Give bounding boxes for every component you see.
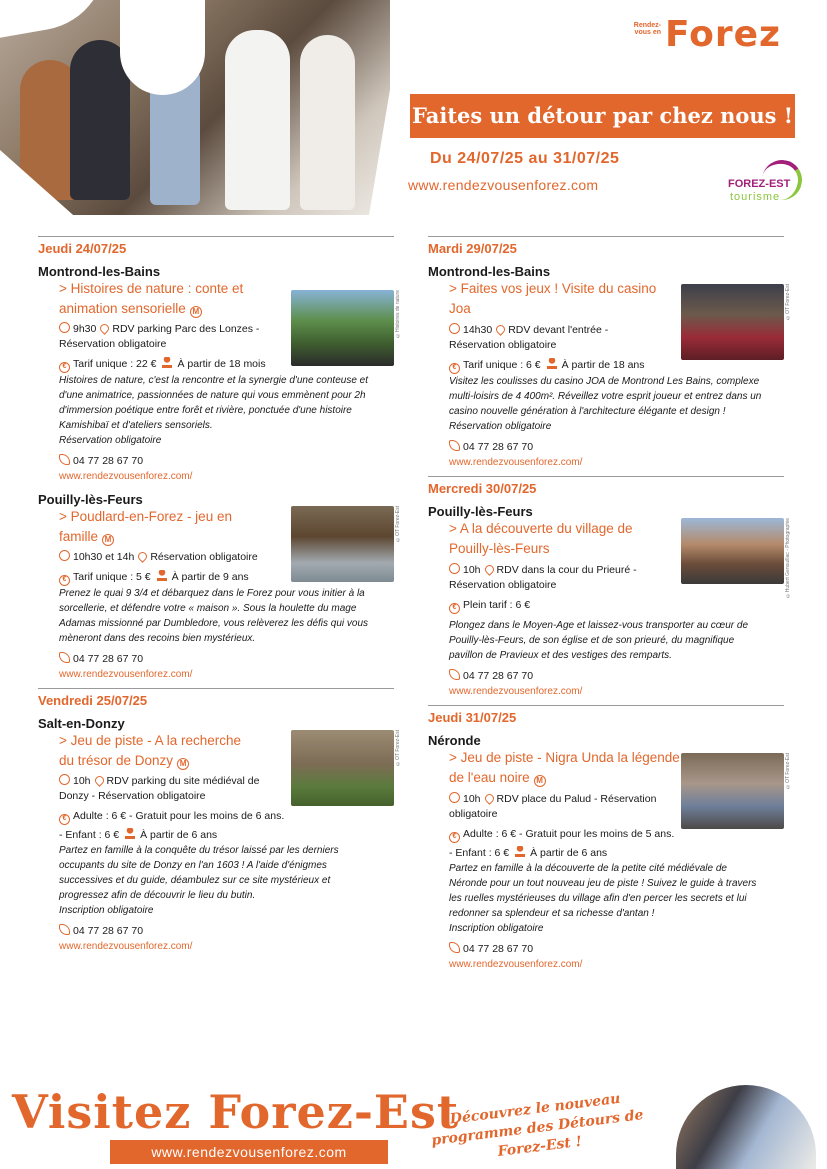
child-icon [157, 570, 167, 581]
left-column [38, 236, 401, 954]
location-pin-icon [483, 563, 496, 576]
event-link[interactable]: www.rendezvousenforez.com/ [449, 457, 583, 468]
date-range: Du 24/07/25 au 31/07/25 [430, 150, 620, 167]
event-link[interactable]: www.rendezvousenforez.com/ [59, 941, 193, 952]
event-block: Pouilly-lès-Feurs > Poudlard-en-Forez - jeu en famille M 10h30 et 14h Réservation obligatoire € Tarif unique : 5 € À partir de 9 ans Prenez le quai 9 3/4 et débarquez dans le Forez pour vous initier à la sorcellerie, et défendre votre « maison ». Sous la houlette du mage Adamas missionné par Dumbledore, vous relèverez les défis qui vous mèneront dans des recoins bien mystérieux. 04 77 28 67 70 www.rendezvousenforez.com/ ©OT Forez-Est [38, 492, 401, 680]
phone-icon [449, 669, 460, 680]
event-title[interactable]: > Histoires de nature : conte et animation sensorielle M [59, 281, 244, 316]
right-column [428, 236, 791, 972]
event-photo-casino [681, 284, 784, 360]
event-block: Montrond-les-Bains > Histoires de nature : conte et animation sensorielle M 9h30 RDV parking Parc des Lonzes - Réservation obligatoire € Tarif unique : 22 € À partir de 18 mois Histoires de nature, c'est la rencontre et la synergie d'une conteuse et d'une animatrice, passionnées de nature qui vous emmènent pour 2h d'immersion poétique entre forêt et rivière, ponctuée d'une histoire Kamishibaï et d'ateliers sensoriels. Réservation obligatoire 04 77 28 67 70 www.rendezvousenforez.com/ ©Histoires de nature [38, 264, 401, 482]
euro-icon: € [59, 814, 70, 825]
event-description: Plongez dans le Moyen-Age et laissez-vous transporter au cœur de Pouilly-lès-Feurs, de son église et de son prieuré, du magnifique pavillon de Pravieux et des vestiges des remparts. [449, 620, 749, 661]
location-pin-icon [93, 774, 106, 787]
clock-icon [449, 323, 460, 334]
child-icon [162, 357, 172, 368]
phone-icon [449, 942, 460, 953]
event-title[interactable]: > Faites vos jeux ! Visite du casino Joa [449, 281, 657, 316]
disability-icon: M [102, 534, 114, 546]
disability-icon: M [534, 775, 546, 787]
footer-website-link[interactable]: www.rendezvousenforez.com [110, 1140, 388, 1164]
euro-icon: € [59, 575, 70, 586]
footer-title: Visitez Forez-Est [12, 1085, 460, 1139]
event-block: Salt-en-Donzy > Jeu de piste - A la recherche du trésor de Donzy M 10h RDV parking du site médiéval de Donzy - Réservation obligatoire € Adulte : 6 € - Gratuit pour les moins de 6 ans. - Enfant : 6 € À partir de 6 ans Partez en famille à la conquête du trésor laissé par les derniers occupants du site de Donzy en l'an 1603 ! A l'aide d'énigmes successives et du guide, déambulez sur ce site mystérieux et progressez afin de découvrir le lieu du butin. Inscription obligatoire 04 77 28 67 70 www.rendezvousenforez.com/ ©OT Forez-Est [38, 716, 401, 952]
header-website-link[interactable]: www.rendezvousenforez.com [408, 177, 599, 193]
event-photo-neronde [681, 753, 784, 829]
event-title[interactable]: > Poudlard-en-Forez - jeu en famille M [59, 509, 232, 544]
clock-icon [449, 792, 460, 803]
disability-icon: M [190, 306, 202, 318]
event-link[interactable]: www.rendezvousenforez.com/ [449, 686, 583, 697]
event-description: Visitez les coulisses du casino JOA de Montrond Les Bains, complexe multi-loisirs de 4 400m². Réveillez votre esprit joueur et entrez dans un casino nouvelle génération à l'architecture élégante et design ! [449, 376, 762, 417]
hero-photo [0, 0, 390, 215]
child-icon [515, 846, 525, 857]
forez-logo: Rendez-vous en Forez [633, 14, 781, 55]
clock-icon [449, 563, 460, 574]
location-pin-icon [98, 322, 111, 335]
day-heading: Jeudi 31/07/25 [428, 705, 784, 727]
event-description: Histoires de nature, c'est la rencontre et la synergie d'une conteuse et d'une animatrice, passionnées de nature qui vous emmènent pour 2h d'immersion poétique entre forêt et rivière, ponctuée d'une histoire Kamishibaï et d'ateliers sensoriels. [59, 375, 368, 431]
day-heading: Vendredi 25/07/25 [38, 688, 394, 710]
forez-est-tourisme-logo: FOREZ-EST tourisme [722, 160, 802, 210]
day-heading: Mercredi 30/07/25 [428, 476, 784, 498]
event-title[interactable]: > Jeu de piste - Nigra Unda la légende de l'eau noire M [449, 750, 680, 785]
day-heading: Mardi 29/07/25 [428, 236, 784, 258]
event-block: Pouilly-lès-Feurs > A la découverte du village de Pouilly-lès-Feurs 10h RDV dans la cour du Prieuré - Réservation obligatoire € Plein tarif : 6 € Plongez dans le Moyen-Age et laissez-vous transporter au cœur de Pouilly-lès-Feurs, de son église et de son prieuré, du magnifique pavillon de Pravieux et des vestiges des remparts. 04 77 28 67 70 www.rendezvousenforez.com/ ©Hubert Genouillac - Photographie [428, 504, 791, 697]
event-link[interactable]: www.rendezvousenforez.com/ [59, 669, 193, 680]
child-icon [547, 358, 557, 369]
header-banner: Faites un détour par chez nous ! [410, 94, 795, 138]
day-heading: Jeudi 24/07/25 [38, 236, 394, 258]
event-title[interactable]: > Jeu de piste - A la recherche du trésor de Donzy M [59, 733, 241, 768]
event-town: Pouilly-lès-Feurs [38, 492, 143, 507]
event-town: Salt-en-Donzy [38, 716, 125, 731]
event-description: Prenez le quai 9 3/4 et débarquez dans le Forez pour vous initier à la sorcellerie, et défendre votre « maison ». Sous la houlette du mage Adamas missionné par Dumbledore, vous relèverez les défis qui vous mèneront dans des recoins bien mystérieux. [59, 588, 369, 644]
phone-icon [449, 440, 460, 451]
event-town: Montrond-les-Bains [428, 264, 551, 279]
child-icon [125, 828, 135, 839]
event-town: Pouilly-lès-Feurs [428, 504, 533, 519]
disability-icon: M [177, 758, 189, 770]
event-photo-village [681, 518, 784, 584]
event-description: Partez en famille à la conquête du trésor laissé par les derniers occupants du site de Donzy en l'an 1603 ! A l'aide d'énigmes successives et du guide, déambulez sur ce site mystérieux et progressez afin de découvrir le lieu du butin. [59, 845, 339, 901]
euro-icon: € [449, 832, 460, 843]
euro-icon: € [59, 362, 70, 373]
event-town: Néronde [428, 733, 481, 748]
event-link[interactable]: www.rendezvousenforez.com/ [59, 471, 193, 482]
clock-icon [59, 774, 70, 785]
phone-icon [59, 454, 70, 465]
event-photo-nature [291, 290, 394, 366]
event-photo-potion [291, 506, 394, 582]
footer-promo-text: Découvrez le nouveau programme des Détours de Forez-Est ! [430, 1090, 645, 1160]
footer-photo [676, 1085, 816, 1169]
event-photo-donzy [291, 730, 394, 806]
event-title[interactable]: > A la découverte du village de Pouilly-lès-Feurs [449, 521, 633, 556]
phone-icon [59, 924, 70, 935]
event-town: Montrond-les-Bains [38, 264, 161, 279]
phone-icon [59, 652, 70, 663]
event-block: Néronde > Jeu de piste - Nigra Unda la légende de l'eau noire M 10h RDV place du Palud - Réservation obligatoire € Adulte : 6 € - Gratuit pour les moins de 5 ans. - Enfant : 6 € À partir de 6 ans Partez en famille à la découverte de la petite cité médiévale de Néronde pour un tout nouveau jeu de piste ! Suivez le guide à travers les ruelles mystérieuses du village afin d'en percer les secrets et lui redonner sa splendeur et sa richesse d'antan ! Inscription obligatoire 04 77 28 67 70 www.rendezvousenforez.com/ ©OT Forez-Est [428, 733, 791, 970]
location-pin-icon [136, 550, 149, 563]
euro-icon: € [449, 603, 460, 614]
location-pin-icon [483, 792, 496, 805]
event-block: Montrond-les-Bains > Faites vos jeux ! Visite du casino Joa 14h30 RDV devant l'entrée - Réservation obligatoire € Tarif unique : 6 € À partir de 18 ans Visitez les coulisses du casino JOA de Montrond Les Bains, complexe multi-loisirs de 4 400m². Réveillez votre esprit joueur et entrez dans un casino nouvelle génération à l'architecture élégante et design ! Réservation obligatoire 04 77 28 67 70 www.rendezvousenforez.com/ ©OT Forez-Est [428, 264, 791, 468]
clock-icon [59, 550, 70, 561]
event-description: Partez en famille à la découverte de la petite cité médiévale de Néronde pour un tout nouveau jeu de piste ! Suivez le guide à travers les ruelles mystérieuses du village afin d'en percer les secrets et lui redonner sa splendeur et sa richesse d'antan ! [449, 863, 757, 919]
clock-icon [59, 322, 70, 333]
euro-icon: € [449, 363, 460, 374]
location-pin-icon [494, 323, 507, 336]
event-link[interactable]: www.rendezvousenforez.com/ [449, 959, 583, 970]
